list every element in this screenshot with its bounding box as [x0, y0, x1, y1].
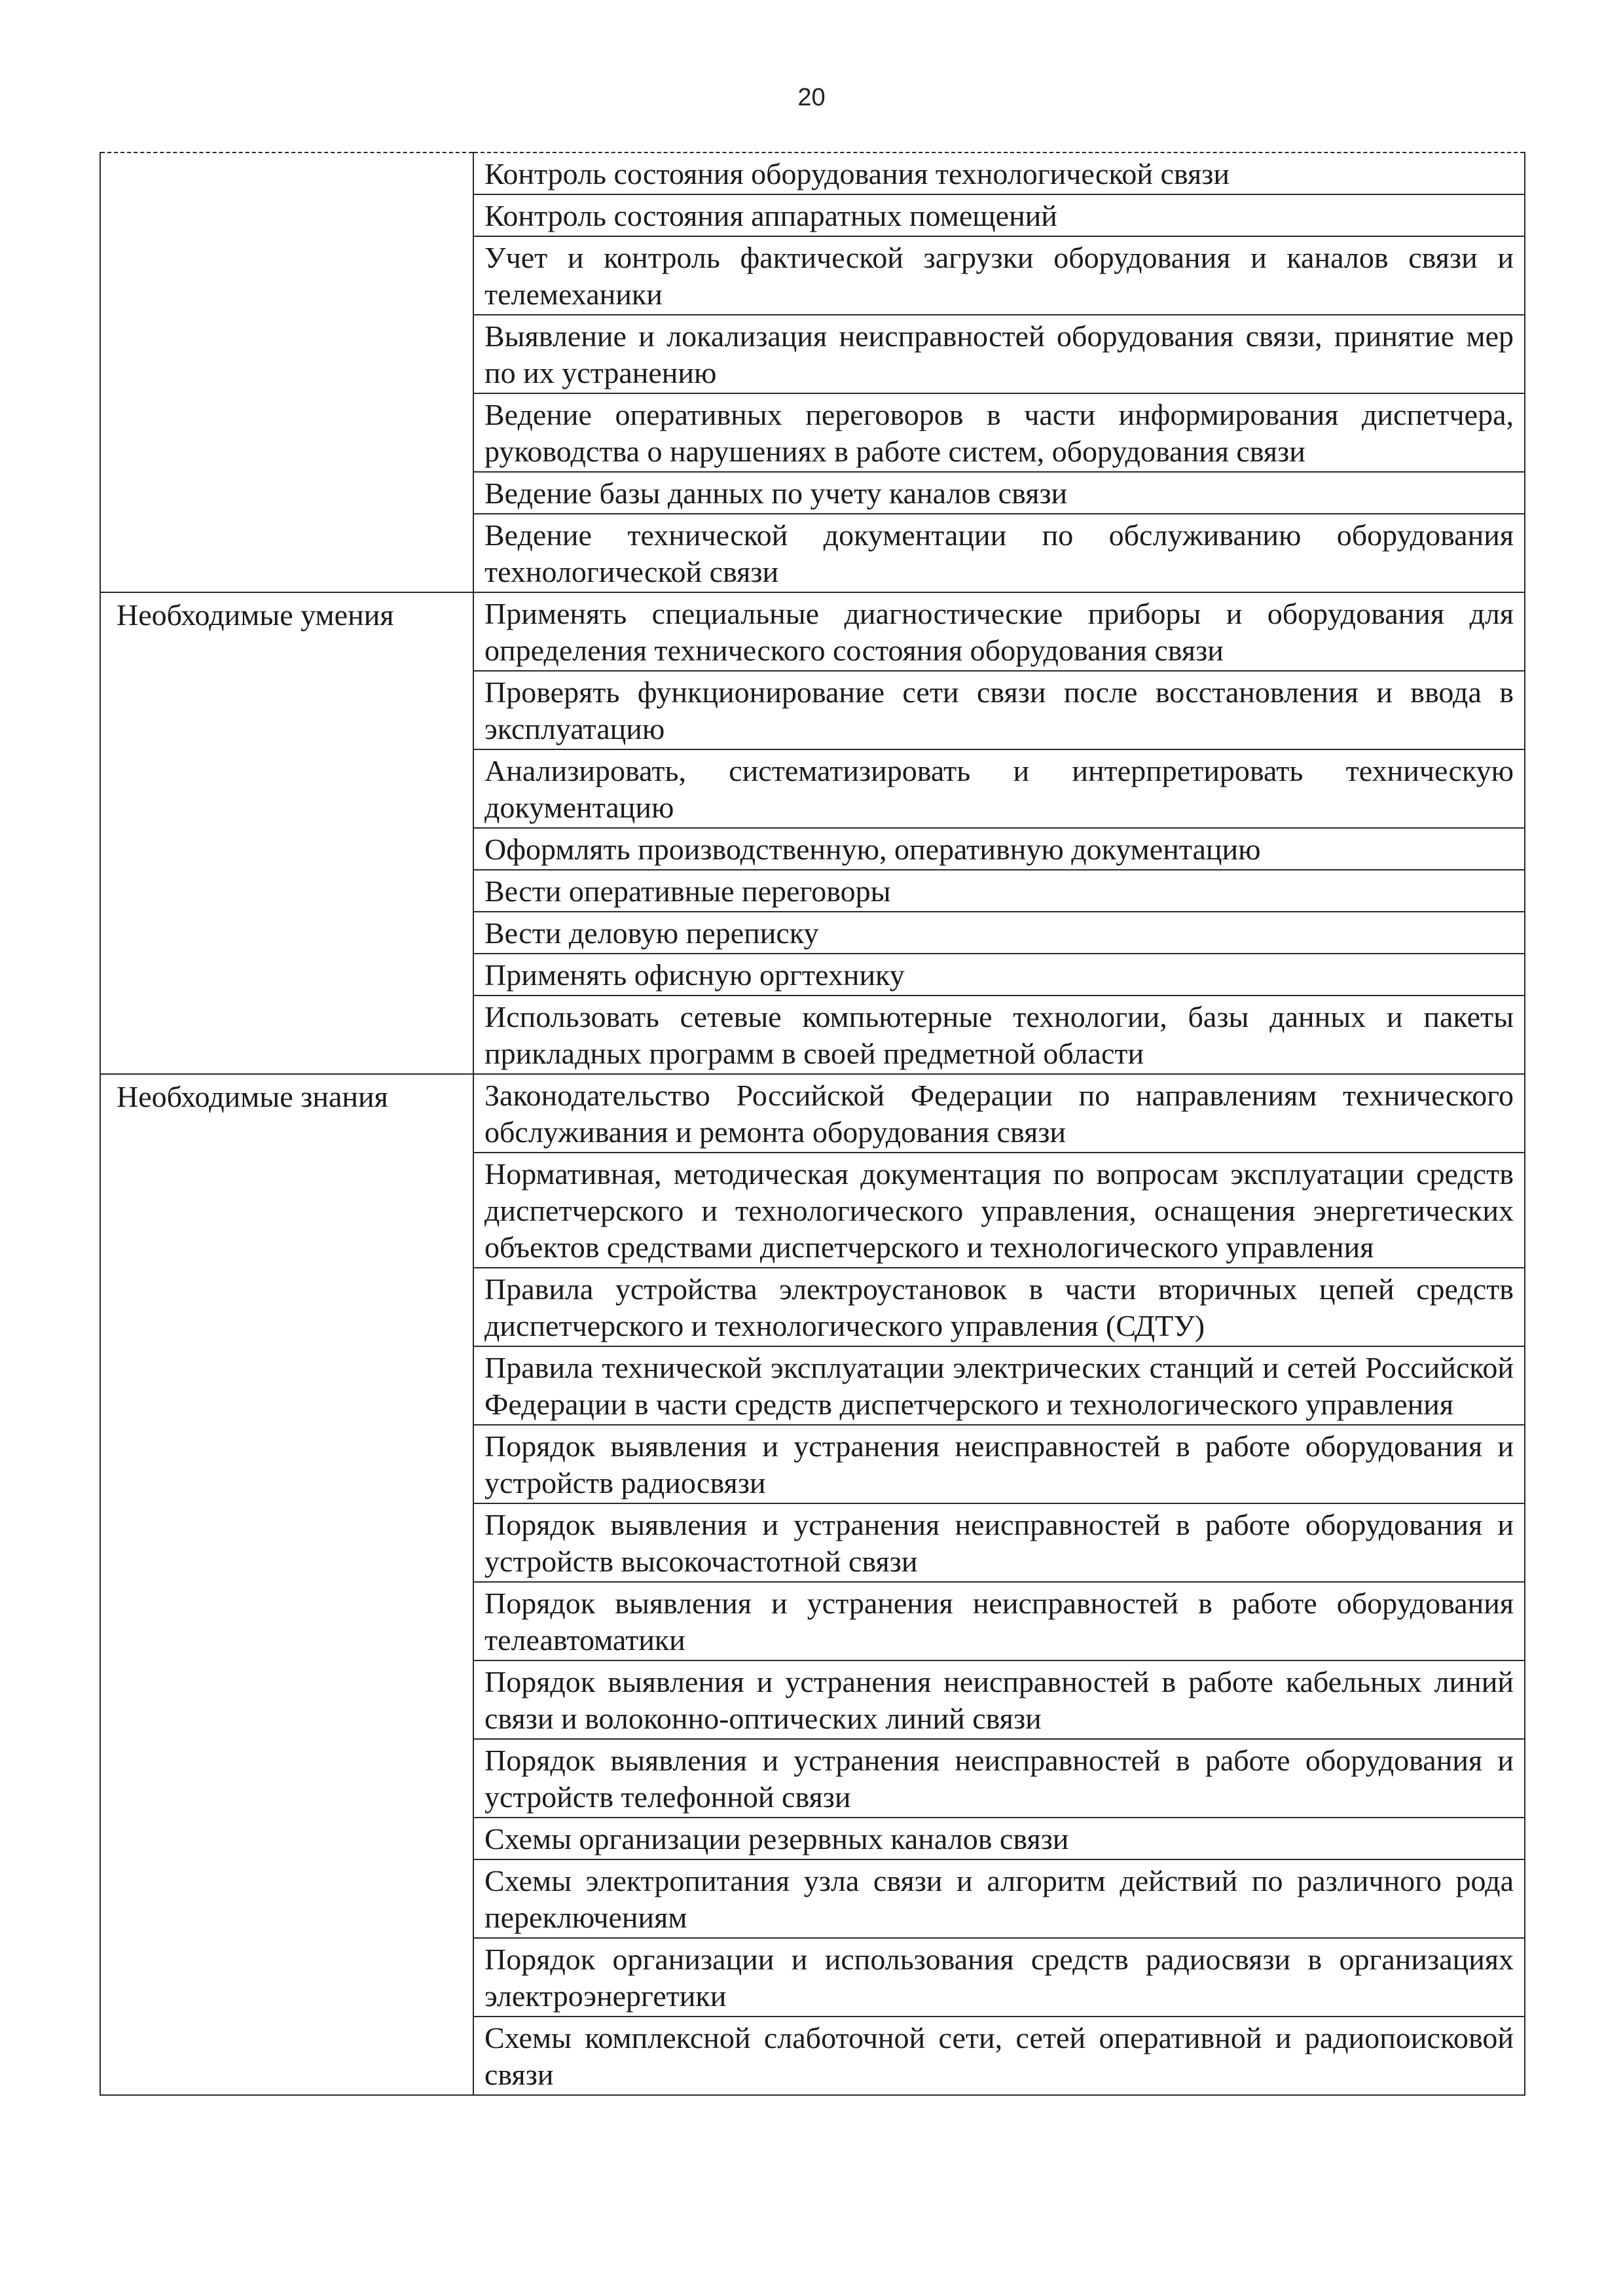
section-label-continued — [100, 152, 473, 592]
section-label-skills: Необходимые умения — [100, 592, 473, 1074]
table-cell-item: Правила технической эксплуатации электрических станций и сетей Российской Федерации в части средств диспетчерского и технологического управления — [473, 1346, 1525, 1425]
table-cell-item: Схемы организации резервных каналов связи — [473, 1818, 1525, 1859]
table-cell-item: Вести деловую переписку — [473, 912, 1525, 954]
table-cell-item: Оформлять производственную, оперативную документацию — [473, 828, 1525, 870]
table-cell-item: Порядок выявления и устранения неисправностей в работе оборудования и устройств высокочастотной связи — [473, 1503, 1525, 1582]
table-cell-item: Законодательство Российской Федерации по направлениям технического обслуживания и ремонта оборудования связи — [473, 1074, 1525, 1153]
page-number: 20 — [797, 84, 826, 111]
competency-table — [100, 152, 1525, 2096]
table-cell-item: Использовать сетевые компьютерные технологии, базы данных и пакеты прикладных программ в своей предметной области — [473, 996, 1525, 1074]
table-cell-item: Вести оперативные переговоры — [473, 870, 1525, 912]
table-cell-item: Порядок выявления и устранения неисправностей в работе оборудования и устройств телефонной связи — [473, 1739, 1525, 1818]
table-cell-item: Выявление и локализация неисправностей оборудования связи, принятие мер по их устранению — [473, 315, 1525, 393]
table-cell-item: Контроль состояния аппаратных помещений — [473, 194, 1525, 236]
section-label-knowledge: Необходимые знания — [100, 1074, 473, 2095]
table-cell-item: Проверять функционирование сети связи после восстановления и ввода в эксплуатацию — [473, 671, 1525, 749]
table-cell-item: Порядок выявления и устранения неисправностей в работе оборудования и устройств радиосвязи — [473, 1425, 1525, 1503]
table-cell-item: Ведение оперативных переговоров в части информирования диспетчера, руководства о нарушениях в работе систем, оборудования связи — [473, 393, 1525, 472]
table-cell-item: Порядок выявления и устранения неисправностей в работе оборудования телеавтоматики — [473, 1582, 1525, 1660]
table-cell-item: Ведение базы данных по учету каналов связи — [473, 472, 1525, 514]
table-cell-item: Анализировать, систематизировать и интерпретировать техническую документацию — [473, 749, 1525, 828]
table-cell-item: Контроль состояния оборудования технологической связи — [473, 152, 1525, 194]
table-cell-item: Порядок выявления и устранения неисправностей в работе кабельных линий связи и волоконно-оптических линий связи — [473, 1660, 1525, 1739]
table-cell-item: Ведение технической документации по обслуживанию оборудования технологической связи — [473, 514, 1525, 592]
table-cell-item: Схемы электропитания узла связи и алгоритм действий по различного рода переключениям — [473, 1859, 1525, 1938]
table-cell-item: Схемы комплексной слаботочной сети, сетей оперативной и радиопоисковой связи — [473, 2017, 1525, 2095]
table-cell-item: Применять офисную оргтехнику — [473, 954, 1525, 996]
table-cell-item: Учет и контроль фактической загрузки оборудования и каналов связи и телемеханики — [473, 236, 1525, 315]
table-cell-item: Применять специальные диагностические приборы и оборудования для определения технического состояния оборудования связи — [473, 592, 1525, 671]
table-cell-item: Правила устройства электроустановок в части вторичных цепей средств диспетчерского и технологического управления (СДТУ) — [473, 1268, 1525, 1346]
table-cell-item: Порядок организации и использования средств радиосвязи в организациях электроэнергетики — [473, 1938, 1525, 2017]
table-cell-item: Нормативная, методическая документация по вопросам эксплуатации средств диспетчерского и технологического управления, оснащения энергетических объектов средствами диспетчерского и технологического управления — [473, 1153, 1525, 1268]
